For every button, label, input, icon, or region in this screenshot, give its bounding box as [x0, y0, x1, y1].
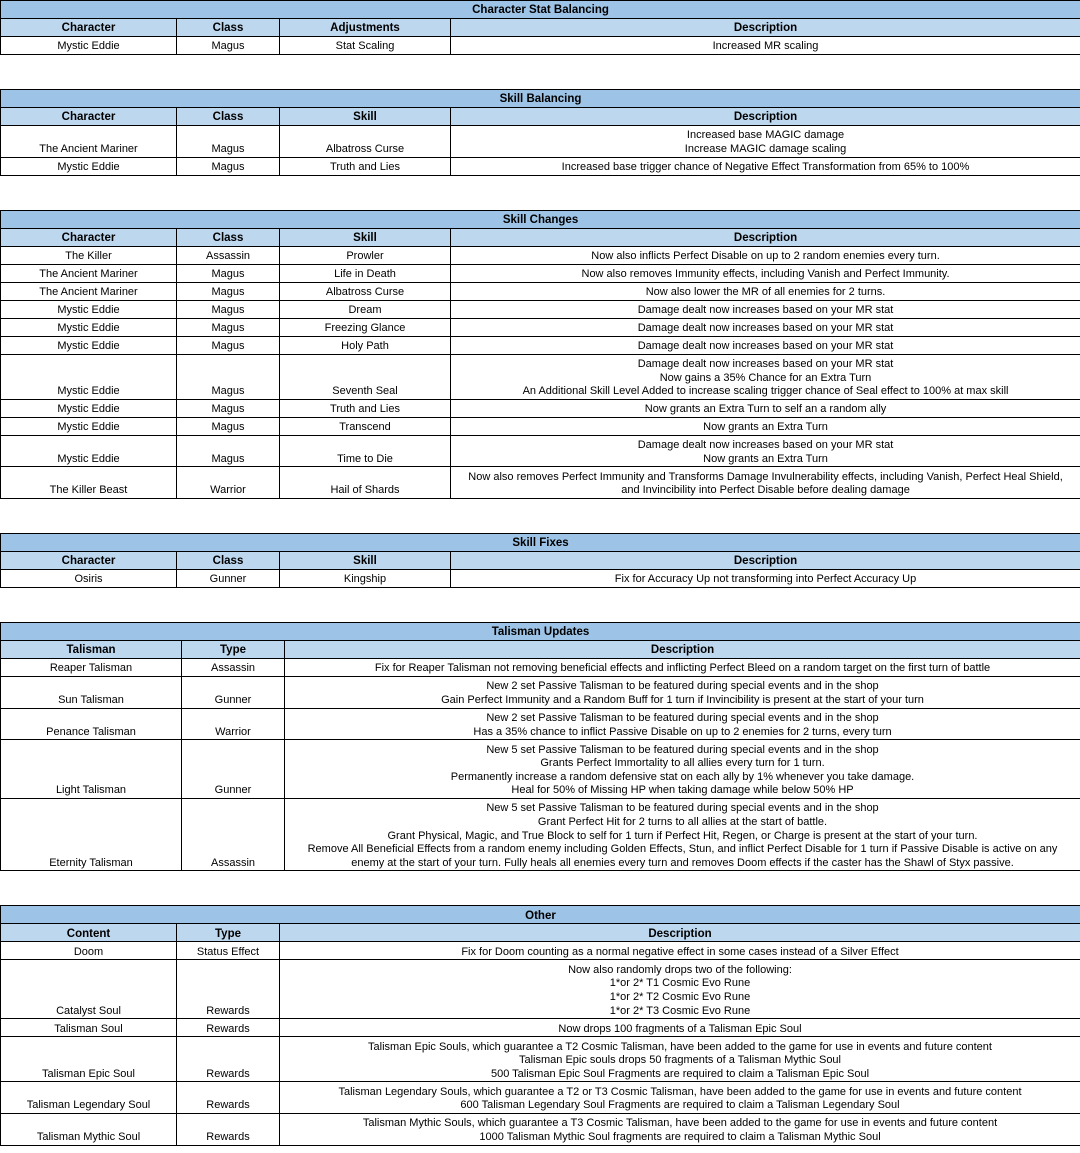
description-line: Fix for Accuracy Up not transforming into Perfect Accuracy Up: [614, 573, 917, 586]
skill-changes-table: [0, 210, 1080, 499]
description-line: Damage dealt now increases based on your MR stat: [637, 340, 894, 352]
table-row: [1, 467, 1080, 499]
description-line: 1000 Talisman Mythic Soul fragments are required to claim a Talisman Mythic Soul: [479, 1130, 881, 1143]
description-line: Talisman Epic Souls, which guarantee a T2 Cosmic Talisman, have been added to the game for use in events and future content: [368, 1040, 992, 1053]
section-title: Skill Balancing: [1, 90, 1080, 108]
description-cell: [451, 282, 1080, 300]
description-line: Damage dealt now increases based on your MR stat: [637, 304, 894, 316]
blank-row: [0, 499, 1080, 533]
table-row: [1, 435, 1080, 467]
blank-row: [0, 176, 1080, 210]
description-line: Fix for Doom counting as a normal negative effect in some cases instead of a Silver Effect: [461, 945, 899, 958]
type-cell: Status Effect: [177, 942, 280, 960]
description-cell: [280, 942, 1080, 960]
type-cell: Rewards: [177, 1082, 280, 1114]
name-cell: Penance Talisman: [1, 708, 182, 740]
skill-cell: Albatross Curse: [280, 282, 451, 300]
class-cell: Magus: [177, 435, 280, 467]
skill-cell: Holy Path: [280, 336, 451, 354]
description-cell: [285, 676, 1080, 708]
class-cell: Warrior: [177, 467, 280, 499]
description-line: Now grants an Extra Turn: [703, 452, 828, 465]
class-cell: Magus: [177, 264, 280, 282]
skill-cell: Seventh Seal: [280, 354, 451, 399]
description-cell: [451, 126, 1080, 158]
skill-cell: Life in Death: [280, 264, 451, 282]
description-cell: [451, 336, 1080, 354]
description-line: Remove All Beneficial Effects from a random enemy including Golden Effects, Stun, and inflict Perfect Disable for 1 turn if Passive Disable is active on any: [307, 843, 1058, 856]
column-header: Character: [1, 228, 177, 246]
table-row: [1, 264, 1080, 282]
section-title-row: [1, 906, 1080, 924]
skill-cell: Kingship: [280, 569, 451, 587]
table-row: [1, 1082, 1080, 1114]
class-cell: Magus: [177, 126, 280, 158]
description-line: Has a 35% chance to inflict Passive Disable on up to 2 enemies for 2 turns, every turn: [473, 725, 892, 738]
class-cell: Gunner: [177, 569, 280, 587]
name-cell: Eternity Talisman: [1, 798, 182, 870]
content-cell: Doom: [1, 942, 177, 960]
description-line: New 5 set Passive Talisman to be featured during special events and in the shop: [486, 743, 879, 756]
description-line: Talisman Epic souls drops 50 fragments of a Talisman Mythic Soul: [519, 1054, 841, 1067]
type-cell: Warrior: [182, 708, 285, 740]
description-line: New 5 set Passive Talisman to be featured during special events and in the shop: [486, 802, 879, 815]
description-line: Now also lower the MR of all enemies for 2 turns.: [645, 286, 886, 298]
skill-cell: Time to Die: [280, 435, 451, 467]
description-line: Damage dealt now increases based on your MR stat: [637, 439, 894, 452]
description-cell: [280, 1037, 1080, 1082]
description-line: 500 Talisman Epic Soul Fragments are required to claim a Talisman Epic Soul: [490, 1067, 870, 1080]
skill-cell: Dream: [280, 300, 451, 318]
table-row: [1, 37, 1080, 55]
table-row: [1, 246, 1080, 264]
content-cell: Talisman Mythic Soul: [1, 1113, 177, 1145]
table-row: [1, 569, 1080, 587]
description-line: An Additional Skill Level Added to increase scaling trigger chance of Seal effect to 100% at max skill: [522, 385, 1009, 398]
skill-cell: Truth and Lies: [280, 399, 451, 417]
table-row: [1, 282, 1080, 300]
class-cell: Magus: [177, 157, 280, 175]
description-line: New 2 set Passive Talisman to be featured during special events and in the shop: [486, 680, 879, 693]
description-line: Now also removes Perfect Immunity and Transforms Damage Invulnerability effects, including Vanish, Perfect Heal Shield,: [468, 470, 1063, 483]
table-row: [1, 658, 1080, 676]
description-cell: [451, 246, 1080, 264]
type-cell: Rewards: [177, 1019, 280, 1037]
description-line: Increase MAGIC damage scaling: [684, 143, 847, 155]
description-line: Now also inflicts Perfect Disable on up to 2 random enemies every turn.: [591, 250, 940, 262]
description-line: Increased base MAGIC damage: [686, 129, 845, 142]
type-cell: Gunner: [182, 740, 285, 799]
description-line: Grant Perfect Hit for 2 turns to all allies at the start of battle.: [537, 815, 828, 828]
type-cell: Assassin: [182, 658, 285, 676]
other-table: [0, 905, 1080, 1145]
description-line: Now grants an Extra Turn: [703, 421, 828, 434]
skill-cell: Prowler: [280, 246, 451, 264]
talisman-updates-table: [0, 622, 1080, 871]
description-cell: [451, 569, 1080, 587]
description-line: Grant Physical, Magic, and True Block to self for 1 turn if Perfect Hit, Regen, or Charge is present at the start of your turn.: [387, 829, 978, 842]
description-line: enemy at the start of your turn. Fully heals all enemies every turn and removes Doom effects if the caster has the Shawl of Styx passive.: [351, 856, 1014, 869]
column-header: Class: [177, 228, 280, 246]
description-cell: [451, 318, 1080, 336]
column-header-row: [1, 19, 1080, 37]
table-row: [1, 1037, 1080, 1082]
stat-balancing-table: [0, 0, 1080, 55]
table-row: [1, 740, 1080, 799]
character-cell: Mystic Eddie: [1, 417, 177, 435]
character-cell: The Killer: [1, 246, 177, 264]
description-line: Now also randomly drops two of the following:: [568, 963, 792, 976]
adjustment-cell: Stat Scaling: [280, 37, 451, 55]
description-line: New 2 set Passive Talisman to be featured during special events and in the shop: [486, 711, 879, 724]
description-cell: [285, 708, 1080, 740]
description-line: 1*or 2* T1 Cosmic Evo Rune: [609, 977, 751, 990]
character-cell: The Ancient Mariner: [1, 264, 177, 282]
description-cell: [451, 354, 1080, 399]
column-header: Character: [1, 108, 177, 126]
class-cell: Magus: [177, 37, 280, 55]
column-header: Description: [285, 640, 1080, 658]
description-line: 1*or 2* T2 Cosmic Evo Rune: [609, 990, 751, 1003]
description-cell: [280, 1019, 1080, 1037]
description-line: Now also removes Immunity effects, including Vanish and Perfect Immunity.: [581, 268, 950, 280]
type-cell: Rewards: [177, 960, 280, 1019]
content-cell: Talisman Epic Soul: [1, 1037, 177, 1082]
description-cell: [451, 467, 1080, 499]
description-cell: [280, 960, 1080, 1019]
column-header: Type: [182, 640, 285, 658]
character-cell: Mystic Eddie: [1, 157, 177, 175]
description-cell: [451, 417, 1080, 435]
description-line: Increased MR scaling: [712, 40, 819, 53]
column-header: Description: [451, 551, 1080, 569]
column-header: Class: [177, 551, 280, 569]
skill-cell: Albatross Curse: [280, 126, 451, 158]
blank-row: [0, 871, 1080, 905]
column-header: Description: [451, 19, 1080, 37]
character-cell: The Ancient Mariner: [1, 126, 177, 158]
table-row: [1, 1019, 1080, 1037]
character-cell: The Ancient Mariner: [1, 282, 177, 300]
blank-row: [0, 55, 1080, 89]
section-title-row: [1, 533, 1080, 551]
class-cell: Assassin: [177, 246, 280, 264]
description-line: Talisman Mythic Souls, which guarantee a T3 Cosmic Talisman, have been added to the game for use in events and future content: [362, 1117, 998, 1130]
description-line: Increased base trigger chance of Negative Effect Transformation from 65% to 100%: [561, 161, 970, 173]
description-cell: [451, 37, 1080, 55]
description-line: Fix for Reaper Talisman not removing beneficial effects and inflicting Perfect Bleed on a random target on the first turn of battle: [374, 662, 991, 675]
name-cell: Light Talisman: [1, 740, 182, 799]
type-cell: Gunner: [182, 676, 285, 708]
table-row: [1, 1113, 1080, 1145]
description-line: 1*or 2* T3 Cosmic Evo Rune: [609, 1004, 751, 1017]
skill-cell: Freezing Glance: [280, 318, 451, 336]
table-row: [1, 942, 1080, 960]
description-line: Gain Perfect Immunity and a Random Buff for 1 turn if Invincibility is present at the start of your turn: [441, 693, 924, 706]
description-line: and Invincibility into Perfect Disable before dealing damage: [621, 484, 910, 497]
column-header-row: [1, 640, 1080, 658]
description-cell: [285, 740, 1080, 799]
class-cell: Magus: [177, 354, 280, 399]
section-title: Talisman Updates: [1, 622, 1080, 640]
character-cell: Mystic Eddie: [1, 435, 177, 467]
column-header: Adjustments: [280, 19, 451, 37]
character-cell: Mystic Eddie: [1, 336, 177, 354]
column-header: Class: [177, 19, 280, 37]
description-line: Damage dealt now increases based on your MR stat: [637, 358, 894, 370]
description-cell: [285, 658, 1080, 676]
column-header: Character: [1, 551, 177, 569]
description-cell: [451, 157, 1080, 175]
section-title-row: [1, 1, 1080, 19]
description-line: Now grants an Extra Turn to self an a random ally: [644, 403, 887, 416]
type-cell: Rewards: [177, 1113, 280, 1145]
description-cell: [451, 399, 1080, 417]
character-cell: Mystic Eddie: [1, 300, 177, 318]
class-cell: Magus: [177, 399, 280, 417]
section-title: Character Stat Balancing: [1, 1, 1080, 19]
column-header: Talisman: [1, 640, 182, 658]
character-cell: Osiris: [1, 569, 177, 587]
blank-row: [0, 588, 1080, 622]
section-title-row: [1, 622, 1080, 640]
column-header: Skill: [280, 228, 451, 246]
character-cell: Mystic Eddie: [1, 37, 177, 55]
content-cell: Talisman Legendary Soul: [1, 1082, 177, 1114]
table-row: [1, 960, 1080, 1019]
class-cell: Magus: [177, 336, 280, 354]
description-line: Grants Perfect Immortality to all allies every turn for 1 turn.: [540, 757, 825, 770]
description-line: 600 Talisman Legendary Soul Fragments are required to claim a Talisman Legendary Soul: [460, 1099, 900, 1112]
name-cell: Reaper Talisman: [1, 658, 182, 676]
column-header: Class: [177, 108, 280, 126]
description-line: Now drops 100 fragments of a Talisman Epic Soul: [558, 1022, 802, 1035]
column-header: Character: [1, 19, 177, 37]
description-cell: [280, 1082, 1080, 1114]
column-header: Description: [451, 228, 1080, 246]
skill-cell: Transcend: [280, 417, 451, 435]
section-title-row: [1, 90, 1080, 108]
skill-balancing-table: [0, 89, 1080, 176]
description-line: Now gains a 35% Chance for an Extra Turn: [659, 371, 872, 384]
description-cell: [280, 1113, 1080, 1145]
table-row: [1, 399, 1080, 417]
description-cell: [451, 264, 1080, 282]
class-cell: Magus: [177, 318, 280, 336]
description-cell: [451, 435, 1080, 467]
table-row: [1, 336, 1080, 354]
table-row: [1, 798, 1080, 870]
description-line: Talisman Legendary Souls, which guarantee a T2 or T3 Cosmic Talisman, have been added to the game for use in events and future content: [338, 1085, 1022, 1098]
description-line: Heal for 50% of Missing HP when taking damage while below 50% HP: [511, 784, 854, 797]
table-row: [1, 354, 1080, 399]
table-row: [1, 417, 1080, 435]
column-header: Skill: [280, 108, 451, 126]
column-header: Skill: [280, 551, 451, 569]
content-cell: Talisman Soul: [1, 1019, 177, 1037]
content-cell: Catalyst Soul: [1, 960, 177, 1019]
description-line: Permanently increase a random defensive stat on each ally by 1% whenever you take damage.: [450, 770, 915, 783]
section-title: Skill Fixes: [1, 533, 1080, 551]
type-cell: Rewards: [177, 1037, 280, 1082]
column-header-row: [1, 551, 1080, 569]
name-cell: Sun Talisman: [1, 676, 182, 708]
class-cell: Magus: [177, 300, 280, 318]
class-cell: Magus: [177, 282, 280, 300]
description-cell: [451, 300, 1080, 318]
table-row: [1, 157, 1080, 175]
section-title-row: [1, 210, 1080, 228]
skill-cell: Hail of Shards: [280, 467, 451, 499]
column-header-row: [1, 228, 1080, 246]
section-title: Other: [1, 906, 1080, 924]
column-header: Description: [451, 108, 1080, 126]
table-row: [1, 708, 1080, 740]
description-cell: [285, 798, 1080, 870]
character-cell: The Killer Beast: [1, 467, 177, 499]
table-row: [1, 318, 1080, 336]
class-cell: Magus: [177, 417, 280, 435]
column-header: Description: [280, 924, 1080, 942]
table-row: [1, 300, 1080, 318]
character-cell: Mystic Eddie: [1, 318, 177, 336]
column-header-row: [1, 108, 1080, 126]
description-line: Damage dealt now increases based on your MR stat: [637, 322, 894, 334]
character-cell: Mystic Eddie: [1, 354, 177, 399]
column-header: Type: [177, 924, 280, 942]
type-cell: Assassin: [182, 798, 285, 870]
column-header: Content: [1, 924, 177, 942]
section-title: Skill Changes: [1, 210, 1080, 228]
skill-cell: Truth and Lies: [280, 157, 451, 175]
skill-fixes-table: [0, 533, 1080, 588]
table-row: [1, 126, 1080, 158]
character-cell: Mystic Eddie: [1, 399, 177, 417]
table-row: [1, 676, 1080, 708]
column-header-row: [1, 924, 1080, 942]
